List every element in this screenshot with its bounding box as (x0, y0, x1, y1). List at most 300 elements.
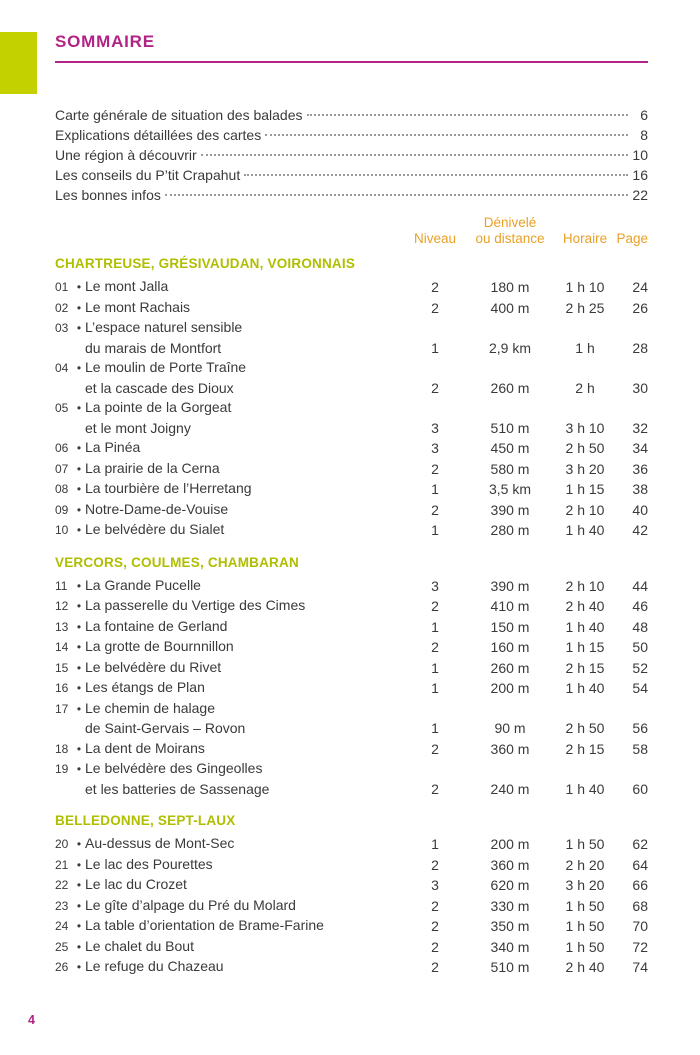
walk-number: 07 (55, 461, 69, 476)
toc-section (55, 256, 648, 541)
walk-title-line (55, 719, 397, 739)
section-heading: BELLEDONNE, SEPT-LAUX (55, 813, 236, 828)
bullet-icon: • (76, 482, 82, 496)
walk-title-line (55, 576, 397, 597)
walk-title: La Pinéa (85, 439, 141, 455)
denivele-value: 360 m (490, 856, 530, 873)
walk-title-cell (55, 875, 405, 896)
walk-title-cell (55, 957, 405, 978)
walk-title-cell (55, 896, 405, 917)
bullet-icon: • (76, 898, 82, 913)
toc-row (55, 896, 648, 917)
bullet-icon: • (76, 321, 82, 335)
title-rule (55, 61, 648, 63)
walk-number: 24 (55, 919, 69, 933)
horaire-value: 2 h 10 (565, 501, 605, 518)
page-value: 50 (632, 639, 648, 655)
toc-row (55, 834, 648, 855)
horaire-value: 2 h 15 (565, 740, 605, 757)
walk-title-cell (55, 398, 405, 438)
toc-intro-item (55, 165, 648, 185)
page-value: 32 (632, 419, 648, 436)
walk-title-line (55, 957, 397, 978)
walk-title: La prairie de la Cerna (85, 459, 220, 476)
walk-title-cell (55, 759, 405, 799)
horaire-value: 1 h 40 (565, 618, 605, 635)
toc-row (55, 298, 648, 319)
toc-intro-item (55, 125, 648, 145)
walk-title-cell (55, 637, 405, 658)
page-value: 44 (632, 577, 648, 594)
walk-title: Le gîte d’alpage du Pré du Molard (85, 896, 296, 913)
niveau-value: 2 (431, 279, 439, 295)
walk-title: Au-dessus de Mont-Sec (85, 835, 235, 851)
walk-title: La pointe de la Gorgeat (85, 399, 232, 415)
niveau-value: 3 (431, 419, 439, 436)
denivele-value: 450 m (490, 440, 530, 456)
walk-title: et le mont Joigny (85, 419, 191, 436)
denivele-value: 620 m (490, 877, 530, 893)
walk-number: 10 (55, 523, 69, 537)
page-value: 42 (632, 522, 648, 538)
walk-title-cell (55, 916, 405, 937)
page-value: 62 (632, 836, 648, 852)
walk-title: Le lac des Pourettes (85, 855, 213, 872)
sommaire-page (0, 32, 700, 1027)
toc-row (55, 916, 648, 937)
niveau-value: 2 (431, 897, 439, 914)
bullet-icon: • (76, 361, 82, 375)
walk-title-cell (55, 459, 405, 480)
horaire-value: 1 h 15 (565, 481, 605, 497)
walk-number: 26 (55, 960, 69, 974)
niveau-value: 2 (431, 959, 439, 975)
denivele-value: 200 m (490, 836, 530, 852)
intro-list (55, 105, 648, 205)
toc-row (55, 957, 648, 978)
walk-title-cell (55, 358, 405, 398)
walk-number: 06 (55, 441, 69, 455)
page-number: 4 (28, 1013, 35, 1027)
page-value: 56 (632, 720, 648, 736)
walk-title-line (55, 699, 397, 720)
toc-intro-item (55, 105, 648, 125)
page-value: 72 (632, 938, 648, 955)
page-value: 36 (632, 460, 648, 477)
walk-title-line (55, 916, 397, 937)
walk-title-line (55, 759, 397, 780)
walk-title: Le mont Jalla (85, 278, 169, 294)
denivele-value: 2,9 km (488, 339, 531, 356)
toc-row (55, 617, 648, 638)
walk-title-line (55, 419, 397, 439)
horaire-value: 1 h 15 (565, 639, 605, 655)
bullet-icon: • (76, 280, 82, 294)
section-heading: VERCORS, COULMES, CHAMBARAN (55, 554, 299, 570)
walk-number: 03 (55, 321, 69, 335)
walk-title-line (55, 459, 397, 480)
walk-title: Le refuge du Chazeau (85, 958, 224, 974)
denivele-value: 510 m (490, 959, 530, 975)
bullet-icon: • (76, 701, 82, 716)
bullet-icon: • (76, 300, 82, 315)
toc-row (55, 699, 648, 739)
horaire-value: 1 h 10 (565, 279, 605, 295)
bullet-icon: • (76, 762, 82, 776)
walk-title-cell (55, 520, 405, 541)
horaire-value: 2 h 40 (565, 598, 605, 614)
dotted-leader (265, 134, 628, 136)
niveau-value: 1 (431, 680, 439, 696)
page-value: 24 (632, 279, 648, 295)
walk-number: 09 (55, 502, 69, 517)
horaire-value: 2 h 10 (565, 577, 605, 594)
walk-title-line (55, 318, 397, 339)
horaire-value: 2 h (575, 379, 595, 396)
walk-title-cell (55, 658, 405, 679)
dotted-leader (244, 174, 628, 176)
walk-title-cell (55, 699, 405, 739)
denivele-value: 390 m (490, 577, 530, 594)
walk-number: 05 (55, 401, 69, 415)
walk-number: 16 (55, 681, 69, 695)
page-value: 74 (632, 959, 648, 975)
horaire-value: 3 h 20 (565, 460, 605, 477)
walk-title-line (55, 479, 397, 500)
col-header-denivele-line1: Dénivelé (483, 215, 537, 230)
col-header-page: Page (616, 231, 648, 246)
walk-title: Le moulin de Porte Traîne (85, 359, 247, 375)
walk-title-cell (55, 298, 405, 319)
walk-title: La tourbière de l’Herretang (85, 480, 252, 496)
walk-title: et les batteries de Sassenage (85, 780, 270, 797)
walk-title: Les étangs de Plan (85, 679, 205, 695)
walk-number: 14 (55, 640, 69, 654)
walk-title-line (55, 658, 397, 679)
horaire-value: 3 h 20 (565, 877, 605, 893)
horaire-value: 2 h 20 (565, 856, 605, 873)
niveau-value: 2 (431, 856, 439, 873)
walk-title-line (55, 596, 397, 617)
horaire-value: 1 h 50 (565, 918, 605, 934)
col-header-horaire: Horaire (562, 231, 608, 246)
page-title: SOMMAIRE (55, 32, 155, 51)
niveau-value: 2 (431, 918, 439, 934)
walk-title: L’espace naturel sensible (85, 319, 243, 335)
walk-title-cell (55, 855, 405, 876)
bullet-icon: • (76, 857, 82, 872)
toc-row (55, 596, 648, 617)
toc-row (55, 637, 648, 658)
page-value: 40 (632, 501, 648, 518)
denivele-value: 350 m (490, 918, 530, 934)
bullet-icon: • (76, 939, 82, 954)
page-value: 52 (632, 659, 648, 676)
page-value: 60 (632, 780, 648, 797)
horaire-value: 1 h (575, 339, 595, 356)
walk-title-cell (55, 500, 405, 521)
bullet-icon: • (76, 640, 82, 654)
toc-row (55, 739, 648, 760)
walk-title-cell (55, 617, 405, 638)
walk-title-line (55, 438, 397, 459)
walk-number: 12 (55, 599, 69, 613)
walk-title-line (55, 379, 397, 399)
horaire-value: 2 h 50 (565, 720, 605, 736)
walk-title: du marais de Montfort (85, 339, 222, 356)
walk-number: 11 (55, 578, 68, 593)
bullet-icon: • (76, 919, 82, 933)
walk-title-line (55, 637, 397, 658)
page-value: 70 (632, 918, 648, 934)
niveau-value: 2 (431, 938, 439, 955)
toc-row (55, 500, 648, 521)
walk-title-line (55, 339, 397, 359)
page-content (0, 32, 700, 978)
bullet-icon: • (76, 878, 82, 892)
niveau-value: 2 (431, 501, 439, 518)
toc-row (55, 398, 648, 438)
walk-title: de Saint-Gervais – Rovon (85, 720, 246, 736)
toc-row (55, 459, 648, 480)
bullet-icon: • (76, 660, 82, 675)
bullet-icon: • (76, 578, 82, 593)
horaire-value: 1 h 50 (565, 938, 605, 955)
walk-title-line (55, 298, 397, 319)
horaire-value: 2 h 15 (565, 659, 605, 676)
horaire-value: 1 h 50 (565, 897, 605, 914)
page-value: 68 (632, 897, 648, 914)
toc-intro-label: Les conseils du P’tit Crapahut (55, 167, 241, 183)
toc-row (55, 479, 648, 500)
niveau-value: 3 (431, 577, 439, 594)
denivele-value: 150 m (490, 618, 530, 635)
bullet-icon: • (76, 441, 82, 455)
niveau-value: 1 (431, 720, 439, 736)
page-value: 26 (632, 299, 648, 316)
niveau-value: 3 (431, 440, 439, 456)
toc-intro-label: Explications détaillées des cartes (55, 127, 262, 143)
denivele-value: 390 m (490, 501, 530, 518)
toc-intro-page: 10 (632, 147, 648, 163)
walk-title: Le belvédère du Rivet (85, 658, 222, 675)
walk-number: 25 (55, 939, 69, 954)
denivele-value: 90 m (494, 720, 526, 736)
niveau-value: 2 (431, 740, 439, 757)
page-value: 66 (632, 877, 648, 893)
niveau-value: 2 (431, 460, 439, 477)
page-value: 28 (632, 339, 648, 356)
walk-number: 15 (55, 660, 69, 675)
toc-intro-page: 22 (632, 187, 648, 203)
walk-number: 08 (55, 482, 69, 496)
walk-title: La fontaine de Gerland (85, 617, 228, 634)
denivele-value: 240 m (490, 780, 530, 797)
toc-row (55, 678, 648, 699)
toc-sections (55, 256, 648, 978)
walk-number: 22 (55, 878, 69, 892)
denivele-value: 3,5 km (488, 481, 531, 497)
page-value: 46 (632, 598, 648, 614)
page-value: 38 (632, 481, 648, 497)
walk-title: La dent de Moirans (85, 739, 205, 756)
bullet-icon: • (76, 741, 82, 756)
niveau-value: 1 (431, 836, 439, 852)
walk-number: 13 (55, 619, 69, 634)
walk-title: Le chalet du Bout (85, 937, 194, 954)
horaire-value: 3 h 10 (565, 419, 605, 436)
denivele-value: 410 m (490, 598, 530, 614)
walk-title-line (55, 617, 397, 638)
walk-title: La passerelle du Vertige des Cimes (85, 597, 306, 613)
horaire-value: 1 h 40 (565, 680, 605, 696)
walk-title: Le lac du Crozet (85, 876, 187, 892)
toc-row (55, 759, 648, 799)
denivele-value: 340 m (490, 938, 530, 955)
walk-title-line (55, 875, 397, 896)
walk-title-line (55, 500, 397, 521)
walk-number: 20 (55, 837, 69, 851)
denivele-value: 260 m (490, 659, 530, 676)
col-header-denivele-line2: ou distance (475, 231, 545, 246)
walk-number: 01 (55, 280, 69, 294)
toc-row (55, 658, 648, 679)
horaire-value: 1 h 40 (565, 522, 605, 538)
horaire-value: 2 h 50 (565, 440, 605, 456)
horaire-value: 1 h 40 (565, 780, 605, 797)
bullet-icon: • (76, 461, 82, 476)
denivele-value: 260 m (490, 379, 530, 396)
niveau-value: 2 (431, 780, 439, 797)
toc-row (55, 520, 648, 541)
walk-title-cell (55, 937, 405, 958)
toc-intro-item (55, 145, 648, 165)
walk-title-line (55, 937, 397, 958)
horaire-value: 2 h 25 (565, 299, 605, 316)
niveau-value: 3 (431, 877, 439, 893)
niveau-value: 2 (431, 379, 439, 396)
toc-row (55, 438, 648, 459)
walk-title-line (55, 896, 397, 917)
walk-number: 02 (55, 300, 69, 315)
page-value: 30 (632, 379, 648, 396)
dotted-leader (201, 154, 628, 156)
walk-title-cell (55, 318, 405, 358)
walk-title-line (55, 780, 397, 800)
walk-title-cell (55, 576, 405, 597)
walk-title-cell (55, 479, 405, 500)
niveau-value: 2 (431, 639, 439, 655)
niveau-value: 2 (431, 598, 439, 614)
toc-section (55, 555, 648, 800)
walk-title: La table d’orientation de Brame-Farine (85, 917, 324, 933)
toc-row (55, 875, 648, 896)
niveau-value: 1 (431, 618, 439, 635)
denivele-value: 200 m (490, 680, 530, 696)
bullet-icon: • (76, 599, 82, 613)
page-value: 48 (632, 618, 648, 635)
walk-number: 21 (55, 857, 69, 872)
niveau-value: 1 (431, 522, 439, 538)
section-heading: CHARTREUSE, GRÉSIVAUDAN, VOIRONNAIS (55, 256, 356, 271)
walk-title-line (55, 855, 397, 876)
niveau-value: 2 (431, 299, 439, 316)
toc-row (55, 358, 648, 398)
col-header-denivele (465, 215, 555, 247)
denivele-value: 400 m (490, 299, 530, 316)
toc-row (55, 576, 648, 597)
dotted-leader (165, 194, 628, 196)
walk-number: 04 (55, 361, 69, 375)
walk-title: Le chemin de halage (85, 699, 215, 716)
toc-intro-page: 8 (640, 127, 648, 143)
denivele-value: 580 m (490, 460, 530, 477)
denivele-value: 180 m (490, 279, 530, 295)
walk-number: 17 (55, 701, 69, 716)
walk-title-line (55, 678, 397, 699)
walk-number: 18 (55, 741, 69, 756)
bullet-icon: • (76, 960, 82, 974)
page-value: 58 (632, 740, 648, 757)
walk-title: Le belvédère du Sialet (85, 521, 225, 537)
toc-row (55, 318, 648, 358)
walk-title-cell (55, 678, 405, 699)
denivele-value: 330 m (490, 897, 530, 914)
walk-title-cell (55, 277, 405, 298)
walk-title: Le belvédère des Gingeolles (85, 760, 263, 776)
walk-title-cell (55, 438, 405, 459)
horaire-value: 1 h 50 (565, 836, 605, 852)
bullet-icon: • (76, 681, 82, 695)
denivele-value: 360 m (490, 740, 530, 757)
bullet-icon: • (76, 523, 82, 537)
niveau-value: 1 (431, 481, 439, 497)
toc-intro-label: Carte générale de situation des balades (55, 107, 303, 123)
toc-row (55, 277, 648, 298)
walk-title: et la cascade des Dioux (85, 379, 234, 396)
bullet-icon: • (76, 502, 82, 517)
toc-intro-label: Une région à découvrir (55, 147, 197, 163)
bullet-icon: • (76, 837, 82, 851)
horaire-value: 2 h 40 (565, 959, 605, 975)
walk-title: Le mont Rachais (85, 298, 191, 315)
walk-title-line (55, 358, 397, 379)
walk-title-line (55, 398, 397, 419)
walk-title-line (55, 277, 397, 298)
toc-row (55, 855, 648, 876)
toc-section (55, 813, 648, 978)
denivele-value: 280 m (490, 522, 530, 538)
walk-title-line (55, 834, 397, 855)
bullet-icon: • (76, 619, 82, 634)
table-column-headers (55, 215, 648, 247)
page-value: 54 (632, 680, 648, 696)
toc-intro-page: 6 (640, 107, 648, 123)
walk-title-cell (55, 596, 405, 617)
walk-title: La Grande Pucelle (85, 576, 201, 593)
walk-title-line (55, 520, 397, 541)
niveau-value: 1 (431, 339, 439, 356)
toc-intro-page: 16 (632, 167, 648, 183)
page-value: 34 (632, 440, 648, 456)
walk-title: Notre-Dame-de-Vouise (85, 500, 229, 517)
denivele-value: 510 m (490, 419, 530, 436)
walk-title-line (55, 739, 397, 760)
walk-title-cell (55, 739, 405, 760)
col-header-niveau: Niveau (413, 231, 457, 246)
toc-intro-label: Les bonnes infos (55, 187, 161, 203)
bullet-icon: • (76, 401, 82, 415)
